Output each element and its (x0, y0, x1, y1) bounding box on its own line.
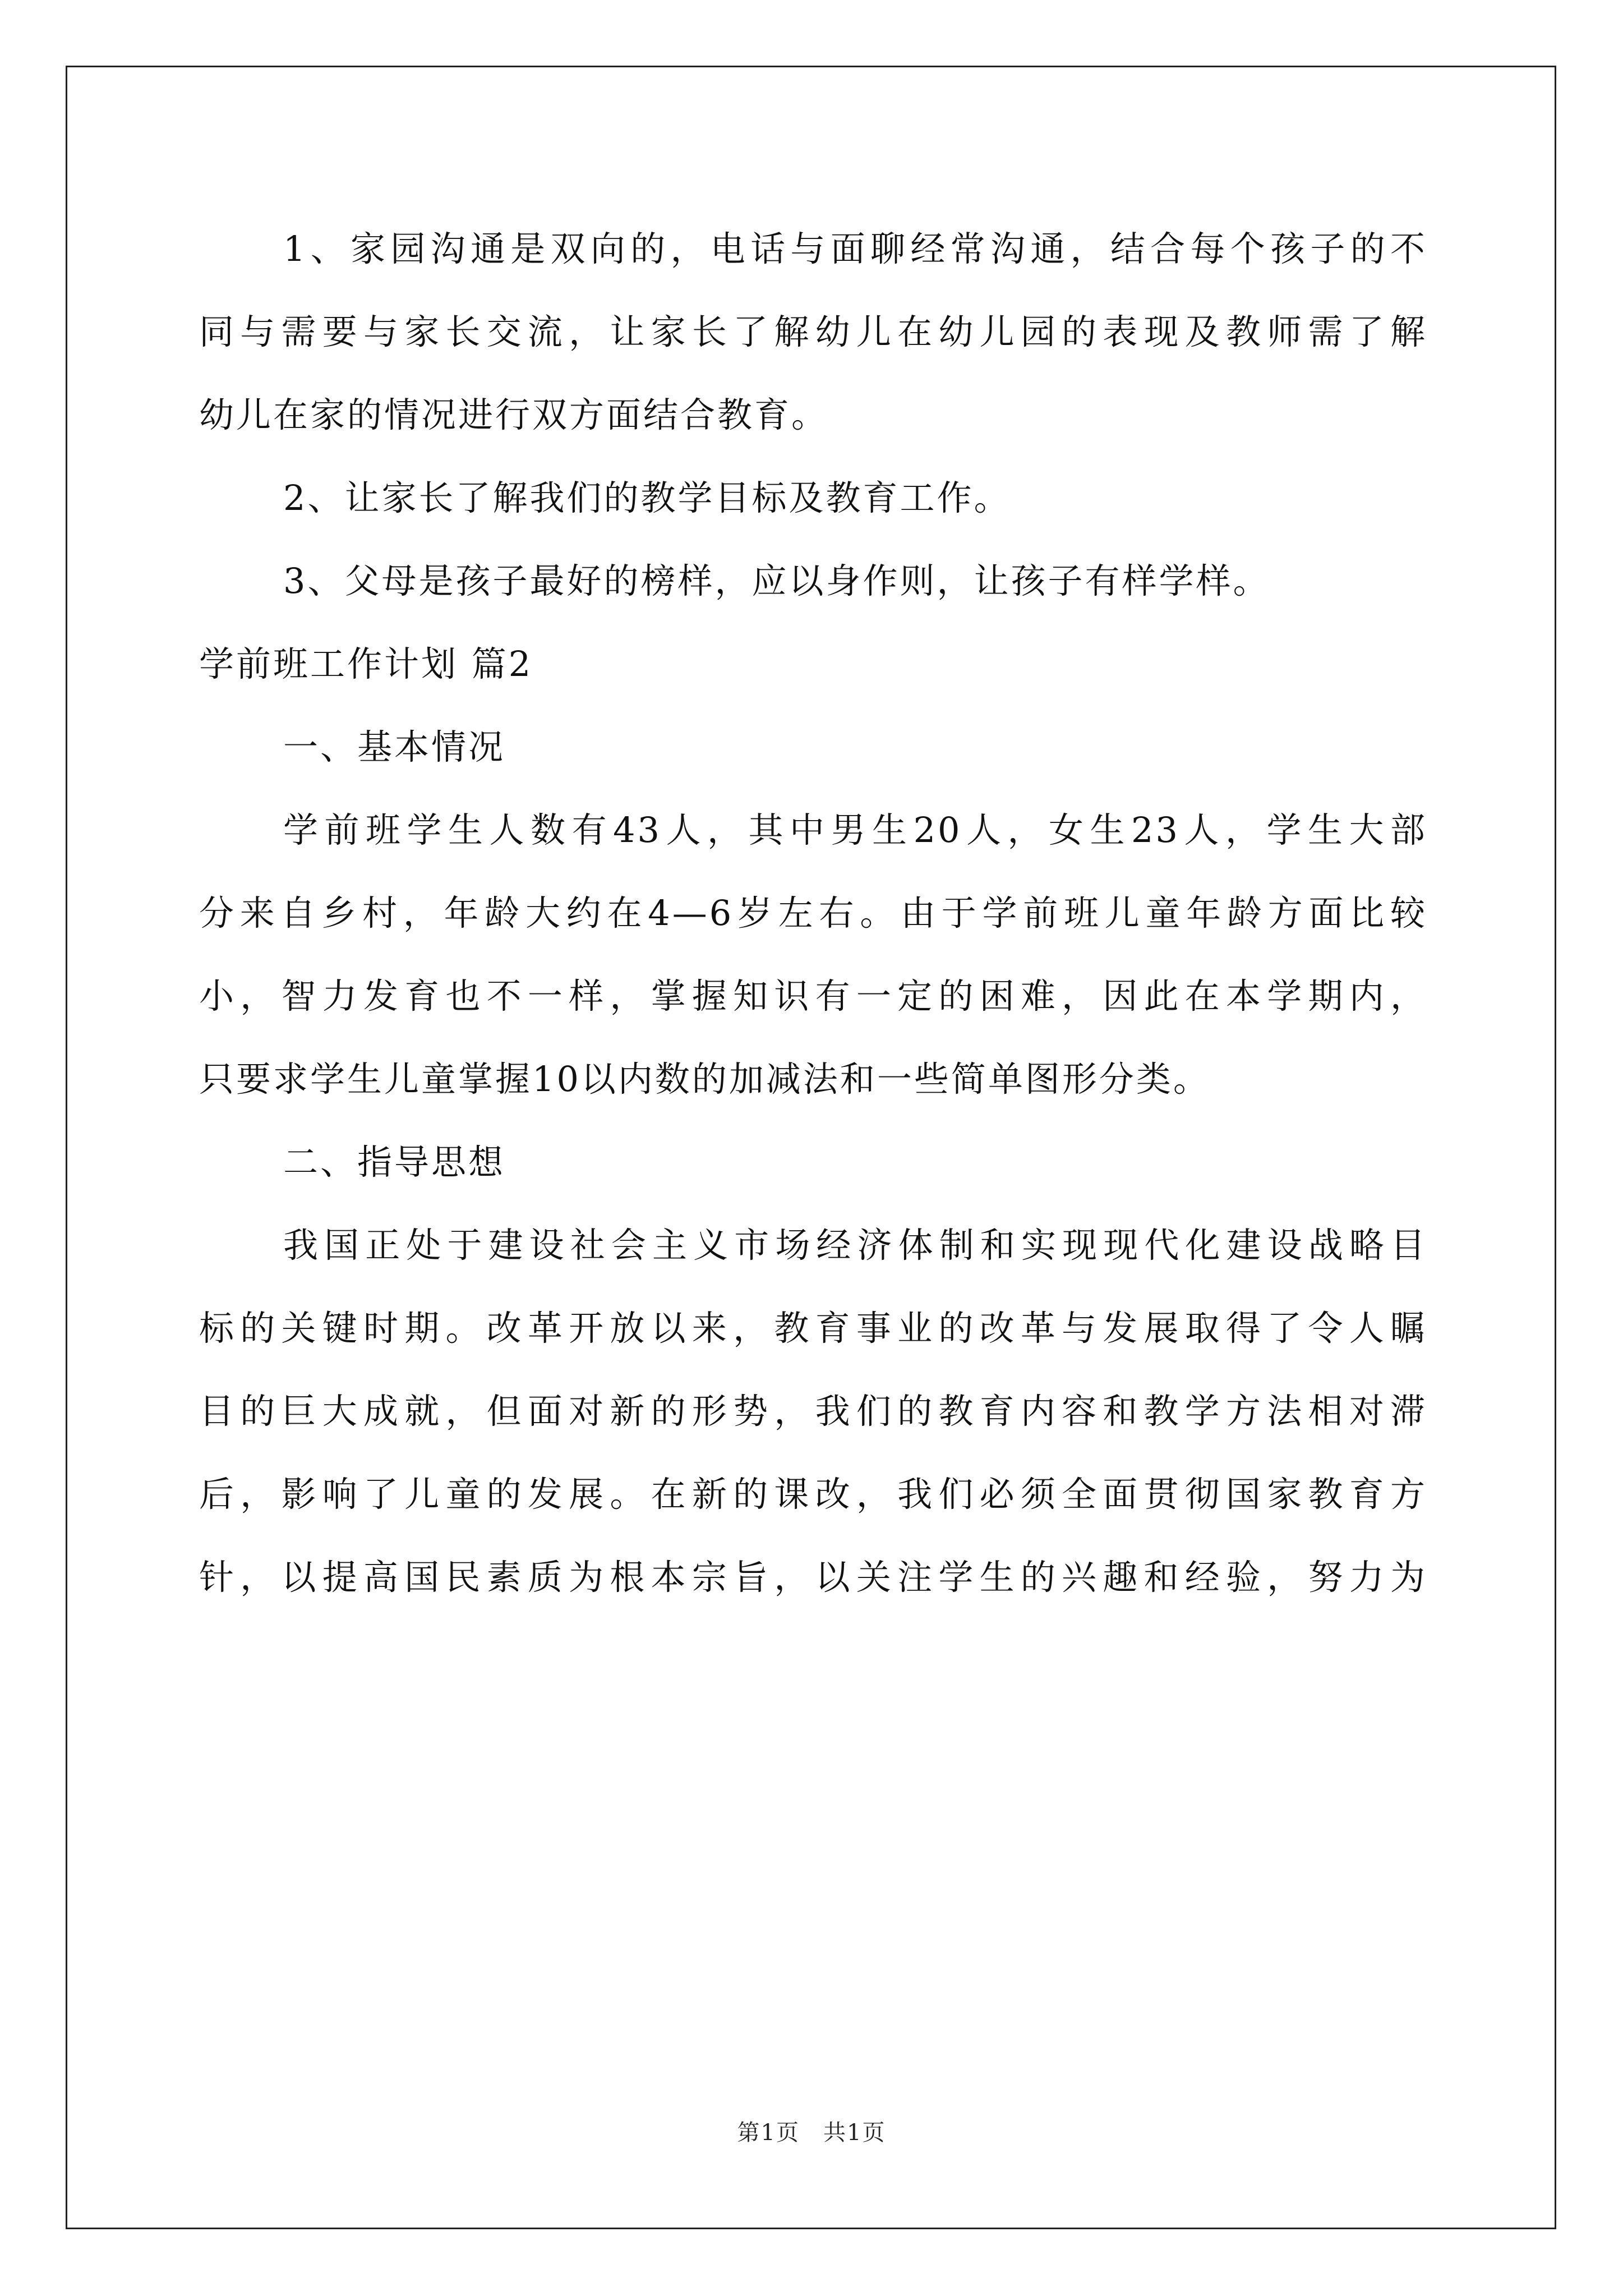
heading-guiding-ideology (199, 1121, 1427, 1204)
section-title-text: 学前班工作计划 篇2 (199, 643, 533, 684)
paragraph-basic-situation (199, 789, 1427, 1121)
paragraph-3 (199, 540, 1427, 623)
heading-text: 二、指导思想 (283, 1142, 506, 1182)
paragraph-2 (199, 457, 1427, 540)
text-line: 学前班学生人数有43人，其中男生20人，女生23人，学生大部 (283, 809, 1427, 850)
text-line: 针，以提高国民素质为根本宗旨，以关注学生的兴趣和经验，努力为 (199, 1557, 1427, 1598)
text-line: 目的巨大成就，但面对新的形势，我们的教育内容和教学方法相对滞 (199, 1391, 1427, 1432)
text-line: 同与需要与家长交流，让家长了解幼儿在幼儿园的表现及教师需了解 (199, 311, 1427, 352)
text-line: 3、父母是孩子最好的榜样，应以身作则，让孩子有样学样。 (283, 560, 1270, 601)
text-line: 2、让家长了解我们的教学目标及教育工作。 (283, 477, 1011, 518)
text-line: 小，智力发育也不一样，掌握知识有一定的困难，因此在本学期内， (199, 976, 1427, 1016)
text-line: 标的关键时期。改革开放以来，教育事业的改革与发展取得了令人瞩 (199, 1308, 1427, 1349)
paragraph-1 (199, 208, 1427, 457)
heading-text: 一、基本情况 (283, 726, 506, 767)
document-body (199, 208, 1427, 1619)
page-footer: 第1页 共1页 (737, 2120, 886, 2146)
text-line: 分来自乡村，年龄大约在4—6岁左右。由于学前班儿童年龄方面比较 (199, 892, 1427, 933)
section-title (199, 623, 1427, 706)
heading-basic-situation (199, 706, 1427, 789)
text-line: 后，影响了儿童的发展。在新的课改，我们必须全面贯彻国家教育方 (199, 1474, 1427, 1515)
text-line: 幼儿在家的情况进行双方面结合教育。 (199, 394, 829, 435)
paragraph-guiding-ideology (199, 1204, 1427, 1619)
text-line: 只要求学生儿童掌握10以内数的加减法和一些简单图形分类。 (199, 1059, 1210, 1099)
text-line: 我国正处于建设社会主义市场经济体制和实现现代化建设战略目 (283, 1225, 1427, 1266)
text-line: 1、家园沟通是双向的，电话与面聊经常沟通，结合每个孩子的不 (283, 228, 1427, 269)
